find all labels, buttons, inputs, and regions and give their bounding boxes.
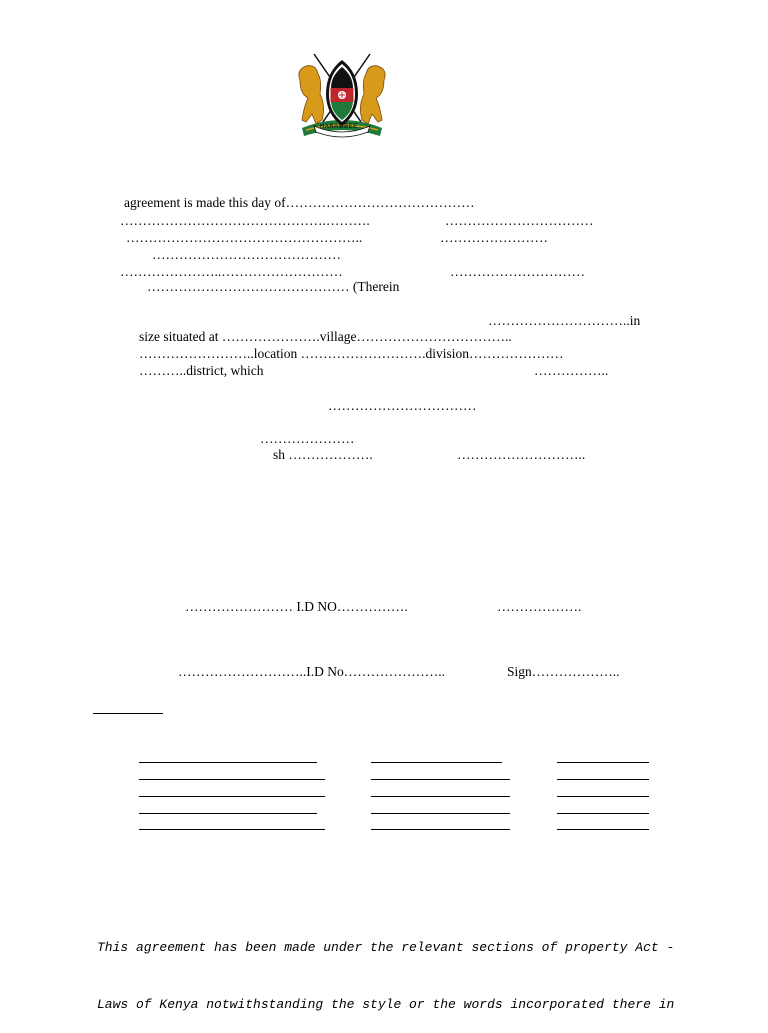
- district-line-b: ……………..: [534, 363, 609, 378]
- witness-rule: [557, 813, 649, 814]
- buyer-sign-line: Sign………………..: [507, 664, 620, 679]
- witness-rule: [139, 779, 325, 780]
- emblem-motto: HARAMBEE: [320, 124, 358, 130]
- witness-heading-underline: [93, 713, 163, 714]
- witness-rule: [557, 796, 649, 797]
- shillings-line: sh ……………….: [273, 447, 373, 462]
- land-size-line: …………………………..in: [488, 313, 641, 328]
- party-line-4: ……………………………………: [152, 247, 341, 262]
- disclaimer-line-1: This agreement has been made under the relevant sections of property Act -: [97, 940, 675, 955]
- witness-rule: [557, 762, 649, 763]
- buyer-id-line: ………………………..I.D No…………………..: [178, 664, 445, 679]
- legal-disclaimer: [97, 900, 697, 1033]
- disclaimer-line-2: Laws of Kenya notwithstanding the style or the words incorporated there in: [97, 997, 675, 1012]
- village-line: size situated at ………………….village……………………………..: [139, 329, 512, 344]
- amount-line: ……………………………: [328, 398, 477, 413]
- witness-rule: [371, 779, 510, 780]
- witness-rule: [139, 796, 325, 797]
- seller-sign-line: ……………….: [497, 599, 582, 614]
- witness-rule: [371, 762, 502, 763]
- amount-line-2: …………………: [260, 431, 355, 446]
- party-line-3a: ……………………………………………..: [126, 230, 363, 245]
- agreement-date-line: agreement is made this day of……………………………………: [124, 195, 475, 210]
- party-line-5a: …………………..………………………: [120, 264, 343, 279]
- witness-rule: [371, 813, 510, 814]
- shillings-line-b: ………………………..: [457, 447, 586, 462]
- witness-rule: [371, 796, 510, 797]
- district-line: ………..district, which: [139, 363, 264, 378]
- witness-rule: [139, 762, 317, 763]
- party-line-5b: …………………………: [450, 264, 585, 279]
- witness-rule: [557, 779, 649, 780]
- location-division-line: ……………………..location ……………………….division…………………: [139, 346, 564, 361]
- party-line-2a: ……………………………………….……….: [120, 213, 370, 228]
- witness-rule: [139, 829, 325, 830]
- party-line-2b: ……………………………: [445, 213, 594, 228]
- party-line-3b: ……………………: [440, 230, 548, 245]
- seller-id-line: …………………… I.D NO…………….: [185, 599, 408, 614]
- witness-rule: [139, 813, 317, 814]
- therein-line: ……………………………………… (Therein: [147, 279, 400, 294]
- witness-rule: [371, 829, 510, 830]
- witness-rule: [557, 829, 649, 830]
